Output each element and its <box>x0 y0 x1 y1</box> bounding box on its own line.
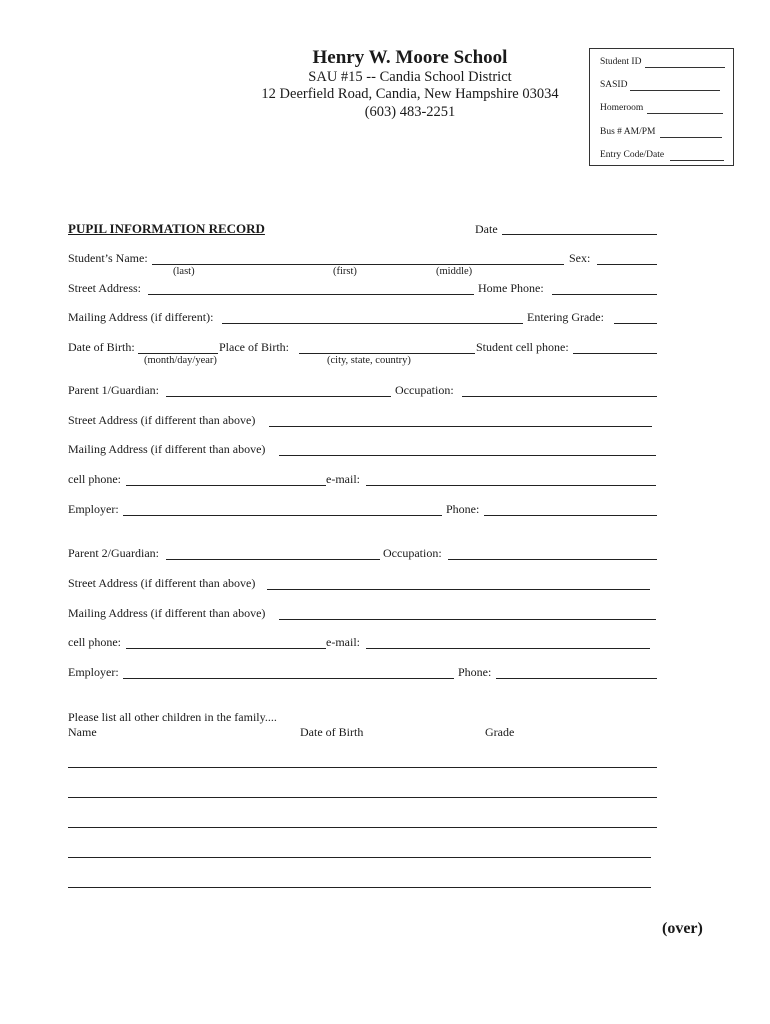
parent1-employer-label: Employer: <box>68 502 119 516</box>
sasid-field[interactable] <box>630 90 720 91</box>
parent2-occupation-label: Occupation: <box>383 546 442 560</box>
hint-last: (last) <box>173 266 195 277</box>
home-phone-label: Home Phone: <box>478 281 544 295</box>
place-of-birth-field[interactable] <box>299 353 475 354</box>
school-address: 12 Deerfield Road, Candia, New Hampshire 03034 <box>261 86 559 102</box>
entering-grade-field[interactable] <box>614 323 657 324</box>
student-name-label: Student’s Name: <box>68 251 148 265</box>
children-col-grade: Grade <box>485 725 515 739</box>
child-entry-line-5[interactable] <box>68 887 651 888</box>
parent1-mailing-field[interactable] <box>279 455 656 456</box>
entry-code-label: Entry Code/Date <box>600 150 665 160</box>
student-name-field[interactable] <box>152 264 564 265</box>
hint-middle: (middle) <box>436 266 473 277</box>
parent1-cell-label: cell phone: <box>68 472 121 486</box>
parent1-street-field[interactable] <box>269 426 652 427</box>
sasid-label: SASID <box>600 80 628 90</box>
children-col-name: Name <box>68 725 97 739</box>
parent2-street-field[interactable] <box>267 589 650 590</box>
child-entry-line-2[interactable] <box>68 797 657 798</box>
student-cell-label: Student cell phone: <box>476 340 569 354</box>
parent2-employer-label: Employer: <box>68 665 119 679</box>
entering-grade-label: Entering Grade: <box>527 310 604 324</box>
parent1-cell-field[interactable] <box>126 485 326 486</box>
homeroom-field[interactable] <box>647 113 723 114</box>
parent2-cell-label: cell phone: <box>68 635 121 649</box>
child-entry-line-1[interactable] <box>68 767 657 768</box>
parent1-street-label: Street Address (if different than above) <box>68 413 256 427</box>
child-entry-line-4[interactable] <box>68 857 651 858</box>
parent2-email-label: e-mail: <box>326 635 360 649</box>
parent2-occupation-field[interactable] <box>448 559 657 560</box>
parent2-guardian-field[interactable] <box>166 559 380 560</box>
bus-field[interactable] <box>660 137 722 138</box>
parent1-phone-field[interactable] <box>484 515 657 516</box>
children-instruction: Please list all other children in the family.... <box>68 710 277 724</box>
school-name: Henry W. Moore School <box>312 47 508 68</box>
parent2-cell-field[interactable] <box>126 648 326 649</box>
parent2-phone-field[interactable] <box>496 678 657 679</box>
mailing-address-label: Mailing Address (if different): <box>68 310 214 324</box>
place-of-birth-label: Place of Birth: <box>219 340 289 354</box>
student-cell-field[interactable] <box>573 353 657 354</box>
student-id-label: Student ID <box>600 57 642 67</box>
school-phone: (603) 483-2251 <box>364 104 456 120</box>
parent2-email-field[interactable] <box>366 648 650 649</box>
home-phone-field[interactable] <box>552 294 657 295</box>
children-col-dob: Date of Birth <box>300 725 364 739</box>
parent2-phone-label: Phone: <box>458 665 492 679</box>
date-field[interactable] <box>502 234 657 235</box>
parent1-mailing-label: Mailing Address (if different than above) <box>68 442 266 456</box>
office-use-box <box>589 48 734 166</box>
dob-field[interactable] <box>138 353 218 354</box>
entry-code-field[interactable] <box>670 160 724 161</box>
hint-first: (first) <box>333 266 357 277</box>
parent2-guardian-label: Parent 2/Guardian: <box>68 546 159 560</box>
student-id-field[interactable] <box>645 67 725 68</box>
parent1-email-label: e-mail: <box>326 472 360 486</box>
parent1-occupation-field[interactable] <box>462 396 657 397</box>
street-address-field[interactable] <box>148 294 474 295</box>
over-label: (over) <box>662 920 703 937</box>
hint-place: (city, state, country) <box>327 355 411 366</box>
parent1-guardian-label: Parent 1/Guardian: <box>68 383 159 397</box>
hint-dob: (month/day/year) <box>144 355 217 366</box>
dob-label: Date of Birth: <box>68 340 135 354</box>
parent2-street-label: Street Address (if different than above) <box>68 576 256 590</box>
school-district: SAU #15 -- Candia School District <box>308 69 512 85</box>
street-address-label: Street Address: <box>68 281 141 295</box>
date-label: Date <box>475 222 498 236</box>
sex-label: Sex: <box>569 251 591 265</box>
sex-field[interactable] <box>597 264 657 265</box>
homeroom-label: Homeroom <box>600 103 644 113</box>
parent1-email-field[interactable] <box>366 485 656 486</box>
parent1-guardian-field[interactable] <box>166 396 391 397</box>
parent1-phone-label: Phone: <box>446 502 480 516</box>
parent1-employer-field[interactable] <box>123 515 442 516</box>
bus-label: Bus # AM/PM <box>600 127 656 137</box>
parent1-occupation-label: Occupation: <box>395 383 454 397</box>
parent2-employer-field[interactable] <box>123 678 454 679</box>
child-entry-line-3[interactable] <box>68 827 657 828</box>
form-title: PUPIL INFORMATION RECORD <box>68 221 265 236</box>
parent2-mailing-label: Mailing Address (if different than above) <box>68 606 266 620</box>
mailing-address-field[interactable] <box>222 323 523 324</box>
parent2-mailing-field[interactable] <box>279 619 656 620</box>
